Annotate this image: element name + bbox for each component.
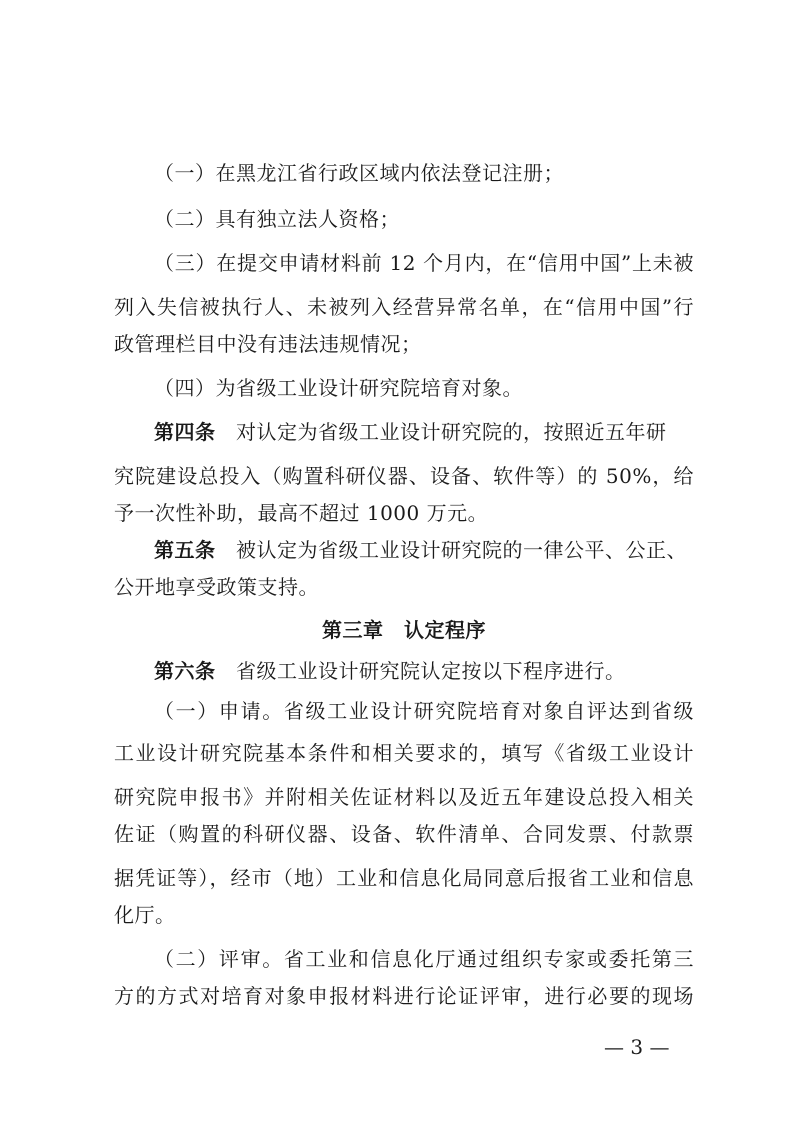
article-5-label: 第五条 <box>154 538 216 562</box>
article-4-label: 第四条 <box>154 420 216 444</box>
procedure-1-line-3: 研究院申报书》并附相关佐证材料以及近五年建设总投入相关 <box>114 785 694 809</box>
procedure-1-line-2: 工业设计研究院基本条件和相关要求的，填写《省级工业设计 <box>114 741 694 765</box>
article-5-line-1 <box>154 537 694 563</box>
condition-3-line-2: 列入失信被执行人、未被列入经营异常名单，在“信用中国”行 <box>114 295 694 319</box>
condition-3-line-1: （三）在提交申请材料前 12 个月内，在“信用中国”上未被 <box>154 251 694 275</box>
condition-1: （一）在黑龙江省行政区域内依法登记注册； <box>154 161 564 185</box>
procedure-1-line-6: 化厅。 <box>114 903 176 927</box>
article-6-line-1 <box>154 658 694 684</box>
chapter-title: 第三章 认定程序 <box>322 618 486 642</box>
procedure-1-line-1: （一）申请。省级工业设计研究院培育对象自评达到省级 <box>154 699 694 723</box>
condition-3-line-3: 政管理栏目中没有违法违规情况； <box>114 332 422 356</box>
condition-2: （二）具有独立法人资格； <box>154 207 400 231</box>
article-5-text: 被认定为省级工业设计研究院的一律公平、公正、 <box>236 538 687 562</box>
procedure-2-line-2: 方的方式对培育对象申报材料进行论证评审，进行必要的现场 <box>114 984 694 1008</box>
article-4-line-3: 予一次性补助，最高不超过 1000 万元。 <box>114 501 489 525</box>
article-4-line-2: 究院建设总投入（购置科研仪器、设备、软件等）的 50%，给 <box>114 464 694 488</box>
page-number: — 3 — <box>604 1035 670 1059</box>
article-4-line-1 <box>154 419 694 445</box>
procedure-1-line-4: 佐证（购置的科研仪器、设备、软件清单、合同发票、付款票 <box>114 822 694 846</box>
article-6-label: 第六条 <box>154 659 216 683</box>
article-6-text: 省级工业设计研究院认定按以下程序进行。 <box>236 659 626 683</box>
article-4-text: 对认定为省级工业设计研究院的，按照近五年研 <box>236 420 667 444</box>
procedure-2-line-1: （二）评审。省工业和信息化厅通过组织专家或委托第三 <box>154 947 694 971</box>
article-5-line-2: 公开地享受政策支持。 <box>114 575 319 599</box>
condition-4: （四）为省级工业设计研究院培育对象。 <box>154 376 523 400</box>
procedure-1-line-5: 据凭证等），经市（地）工业和信息化局同意后报省工业和信息 <box>114 866 694 890</box>
